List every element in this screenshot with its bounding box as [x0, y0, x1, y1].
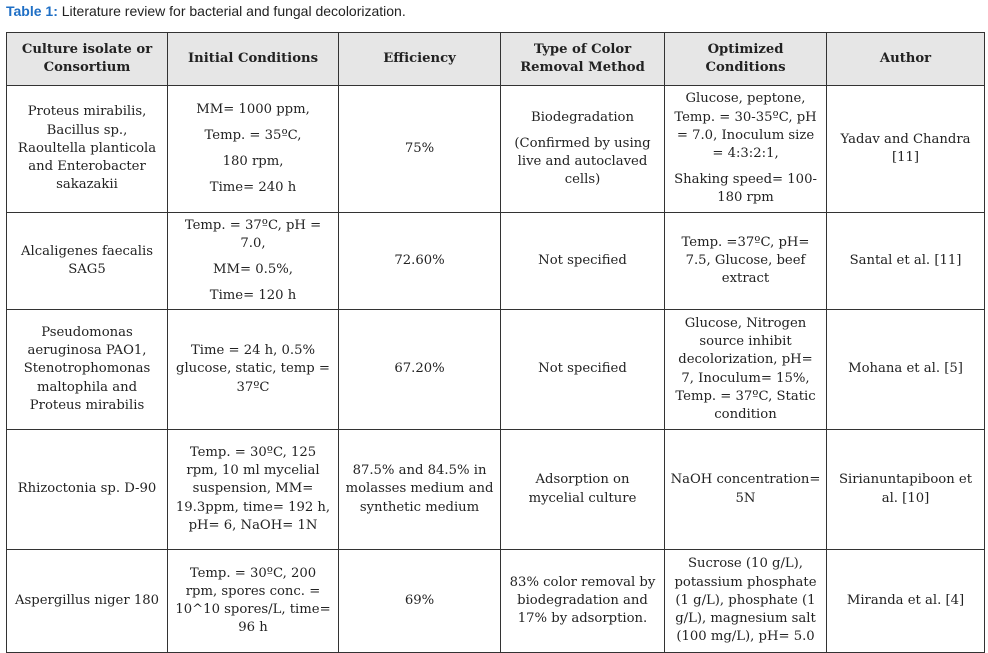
literature-table [6, 32, 985, 653]
header-method: Type of Color Removal Method [501, 33, 665, 86]
optimized-line: Shaking speed= 100-180 rpm [674, 172, 817, 206]
header-author: Author [827, 33, 985, 86]
cell-optimized: Temp. =37ºC, pH= 7.5, Glucose, beef extract [665, 213, 827, 310]
header-efficiency: Efficiency [339, 33, 501, 86]
cell-efficiency: 87.5% and 84.5% in molasses medium and synthetic medium [339, 430, 501, 550]
table-caption [6, 3, 406, 19]
cell-conditions [168, 213, 339, 310]
method-line: (Confirmed by using live and autoclaved cells) [514, 135, 651, 188]
cell-culture: Pseudomonas aeruginosa PAO1, Stenotrophomonas maltophila and Proteus mirabilis [7, 310, 168, 430]
cell-author: Mohana et al. [5] [827, 310, 985, 430]
cell-method: Not specified [501, 213, 665, 310]
condition-line: Temp. = 35ºC, [204, 127, 302, 143]
cell-method: Not specified [501, 310, 665, 430]
cell-method [501, 86, 665, 213]
cell-method: Adsorption on mycelial culture [501, 430, 665, 550]
table-row [7, 430, 985, 550]
cell-culture: Rhizoctonia sp. D-90 [7, 430, 168, 550]
cell-method: 83% color removal by biodegradation and 17% by adsorption. [501, 550, 665, 653]
cell-optimized: NaOH concentration= 5N [665, 430, 827, 550]
table-row [7, 550, 985, 653]
header-initial-conditions: Initial Conditions [168, 33, 339, 86]
cell-efficiency: 75% [339, 86, 501, 213]
table-row [7, 86, 985, 213]
method-line: Biodegradation [531, 109, 634, 125]
condition-line: MM= 1000 ppm, [196, 101, 310, 117]
condition-line: Time= 120 h [209, 288, 297, 304]
table-caption-text: Literature review for bacterial and fungal decolorization. [57, 3, 406, 19]
cell-efficiency: 69% [339, 550, 501, 653]
cell-author: Sirianuntapiboon et al. [10] [827, 430, 985, 550]
condition-line: MM= 0.5%, [213, 262, 293, 277]
cell-conditions: Temp. = 30ºC, 125 rpm, 10 ml mycelial suspension, MM= 19.3ppm, time= 192 h, pH= 6, NaOH= 1N [168, 430, 339, 550]
cell-efficiency: 72.60% [339, 213, 501, 310]
condition-line: Temp. = 37ºC, pH = 7.0, [184, 217, 322, 251]
header-row [7, 33, 985, 86]
cell-author: Miranda et al. [4] [827, 550, 985, 653]
cell-optimized [665, 86, 827, 213]
condition-line: 180 rpm, [222, 154, 284, 169]
cell-culture: Aspergillus niger 180 [7, 550, 168, 653]
condition-line: Time= 240 h [209, 180, 297, 196]
cell-culture: Alcaligenes faecalis SAG5 [7, 213, 168, 310]
cell-efficiency: 67.20% [339, 310, 501, 430]
header-optimized-conditions: Optimized Conditions [665, 33, 827, 86]
cell-author: Yadav and Chandra [11] [827, 86, 985, 213]
header-culture: Culture isolate or Consortium [7, 33, 168, 86]
cell-optimized: Sucrose (10 g/L), potassium phosphate (1 g/L), phosphate (1 g/L), magnesium salt (100 mg/L), pH= 5.0 [665, 550, 827, 653]
cell-conditions: Temp. = 30ºC, 200 rpm, spores conc. = 10^10 spores/L, time= 96 h [168, 550, 339, 653]
cell-culture: Proteus mirabilis, Bacillus sp., Raoultella planticola and Enterobacter sakazakii [7, 86, 168, 213]
cell-conditions [168, 86, 339, 213]
cell-optimized: Glucose, Nitrogen source inhibit decolorization, pH= 7, Inoculum= 15%, Temp. = 37ºC, Static condition [665, 310, 827, 430]
cell-author: Santal et al. [11] [827, 213, 985, 310]
optimized-line: Glucose, peptone, Temp. = 30-35ºC, pH = 7.0, Inoculum size = 4:3:2:1, [674, 91, 817, 161]
table-row [7, 213, 985, 310]
table-label: Table 1: [6, 3, 58, 19]
table-row [7, 310, 985, 430]
cell-conditions: Time = 24 h, 0.5% glucose, static, temp = 37ºC [168, 310, 339, 430]
